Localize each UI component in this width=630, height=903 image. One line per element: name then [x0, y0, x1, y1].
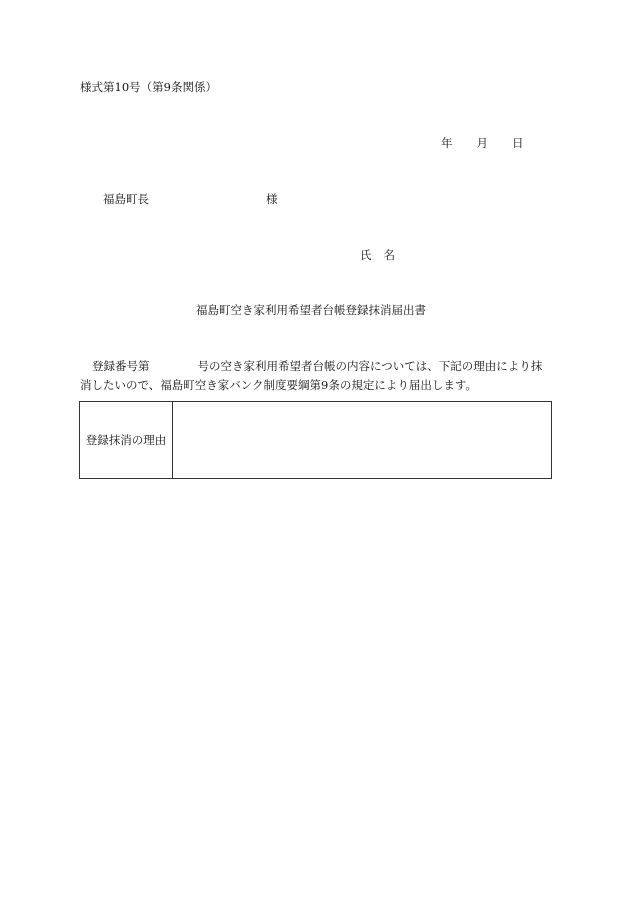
reason-label: 登録抹消の理由 — [85, 433, 167, 447]
month-label: 月 — [476, 136, 488, 150]
addressee-suffix: 様 — [266, 192, 278, 206]
applicant-name-label — [360, 250, 395, 262]
reason-table — [79, 401, 552, 479]
year-label: 年 — [441, 136, 453, 150]
body-line-1-text: 号の空き家利用希望者台帳の内容については、下記の理由により抹 — [197, 359, 543, 373]
day-label: 日 — [512, 136, 524, 150]
reason-value-cell[interactable] — [173, 402, 551, 478]
form-number: 様式第10号（第9条関係） — [80, 80, 217, 94]
body-line-2: 消したいので、福島町空き家バンク制度要綱第9条の規定により届出します。 — [80, 378, 477, 392]
addressee-name: 福島町長 — [103, 192, 149, 206]
document-title: 福島町空き家利用希望者台帳登録抹消届出書 — [196, 303, 426, 317]
applicant-family-name-char: 氏 — [360, 248, 372, 262]
applicant-given-name-char: 名 — [383, 248, 395, 262]
registration-number-prefix: 登録番号第 — [92, 359, 150, 373]
body-line-1 — [92, 361, 542, 373]
date-line — [441, 138, 524, 150]
reason-label-cell — [80, 402, 173, 478]
